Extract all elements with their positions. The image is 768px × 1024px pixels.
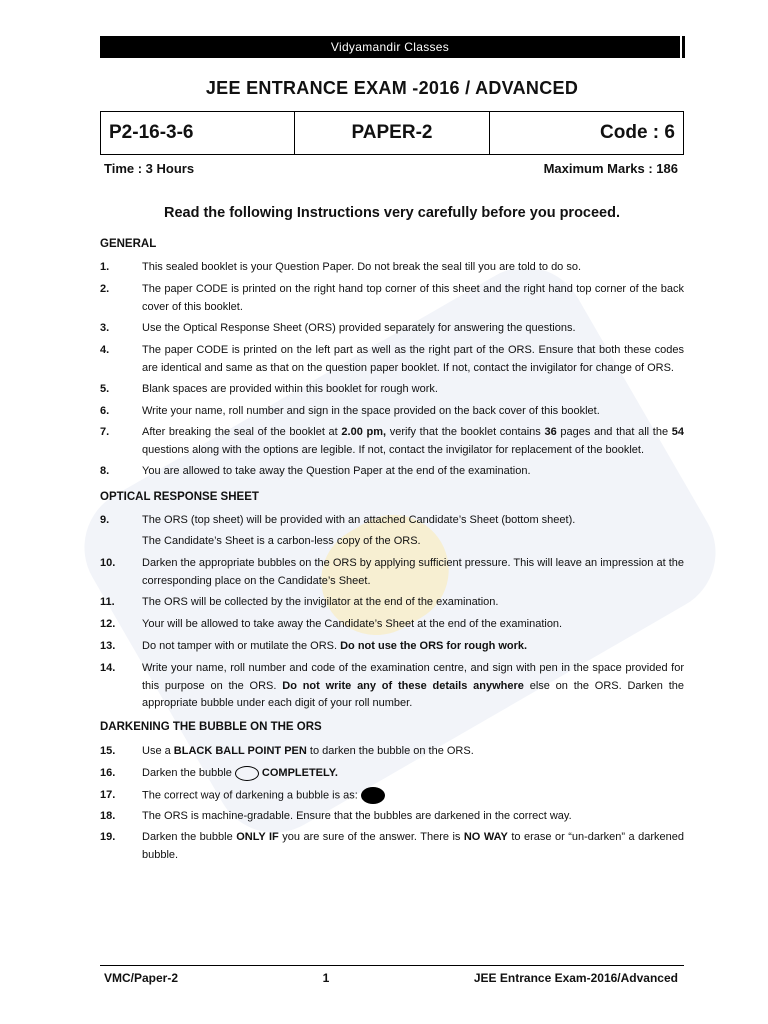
instructions-heading: Read the following Instructions very carefully before you proceed. bbox=[163, 205, 621, 221]
item-number: 18. bbox=[100, 810, 116, 822]
instruction-item bbox=[100, 463, 684, 481]
paper-name: PAPER-2 bbox=[295, 112, 489, 154]
instruction-item bbox=[100, 829, 684, 864]
instruction-item bbox=[100, 259, 684, 277]
item-text: You are allowed to take away the Question Paper at the end of the examination. bbox=[142, 465, 531, 477]
item-number: 1. bbox=[100, 261, 110, 273]
item-number: 13. bbox=[100, 640, 116, 652]
instruction-item bbox=[100, 381, 684, 399]
item-number: 7. bbox=[100, 426, 110, 438]
item-number: 9. bbox=[100, 514, 110, 526]
instruction-item bbox=[100, 787, 684, 805]
instruction-item bbox=[100, 320, 684, 338]
instruction-item bbox=[100, 533, 684, 551]
instruction-item bbox=[100, 281, 684, 316]
item-text: The ORS will be collected by the invigilator at the end of the examination. bbox=[142, 596, 499, 608]
item-number: 19. bbox=[100, 831, 116, 843]
item-text: The ORS is machine-gradable. Ensure that the bubbles are darkened in the correct way. bbox=[142, 810, 572, 822]
instruction-item bbox=[100, 424, 684, 459]
item-text: Write your name, roll number and sign in the space provided on the back cover of this booklet. bbox=[142, 405, 600, 417]
instruction-item bbox=[100, 765, 684, 783]
instruction-item bbox=[100, 594, 684, 612]
item-text: This sealed booklet is your Question Paper. Do not break the seal till you are told to do so. bbox=[142, 261, 582, 273]
section-general: GENERAL bbox=[100, 238, 157, 250]
instruction-item bbox=[100, 660, 684, 713]
item-number: 6. bbox=[100, 405, 110, 417]
item-text: Blank spaces are provided within this booklet for rough work. bbox=[142, 383, 438, 395]
item-number: 4. bbox=[100, 344, 110, 356]
item-text: After breaking the seal of the booklet at 2.00 pm, verify that the booklet contains 36 pages and that all the 54 questions along with the options are legible. If not, contact the invigilator for replacement of the booklet. bbox=[142, 426, 684, 456]
time-label: Time : 3 Hours bbox=[104, 161, 195, 176]
instruction-item bbox=[100, 342, 684, 377]
page-number: 1 bbox=[322, 971, 330, 985]
item-number: 11. bbox=[100, 596, 115, 608]
item-text: Use a BLACK BALL POINT PEN to darken the bubble on the ORS. bbox=[142, 745, 474, 757]
paper-code: Code : 6 bbox=[600, 122, 675, 143]
item-text: The Candidate’s Sheet is a carbon-less copy of the ORS. bbox=[142, 535, 421, 547]
item-text: Write your name, roll number and code of the examination centre, and sign with pen in the space provided for this purpose on the ORS. Do not write any of these details anywhere else on the ORS. Darken the appropriate bubble under each digit of your roll number. bbox=[142, 662, 685, 709]
item-number: 16. bbox=[100, 767, 116, 779]
section-ors: OPTICAL RESPONSE SHEET bbox=[100, 491, 259, 503]
item-text: Do not tamper with or mutilate the ORS. Do not use the ORS for rough work. bbox=[142, 640, 528, 652]
page-footer bbox=[104, 971, 678, 985]
item-text: The correct way of darkening a bubble is as: bbox=[142, 787, 684, 805]
item-text: Your will be allowed to take away the Candidate’s Sheet at the end of the examination. bbox=[142, 618, 563, 630]
instruction-item bbox=[100, 638, 684, 656]
instruction-item bbox=[100, 616, 684, 634]
item-text: The paper CODE is printed on the right hand top corner of this sheet and the right hand top corner of the back cover of this booklet. bbox=[142, 283, 684, 313]
institute-header: Vidyamandir Classes bbox=[100, 36, 680, 58]
footer-right: JEE Entrance Exam-2016/Advanced bbox=[473, 971, 678, 985]
item-text: Darken the bubble COMPLETELY. bbox=[142, 767, 338, 779]
section-darkening: DARKENING THE BUBBLE ON THE ORS bbox=[100, 721, 322, 733]
item-text: Use the Optical Response Sheet (ORS) provided separately for answering the questions. bbox=[142, 322, 576, 334]
item-text: Darken the bubble ONLY IF you are sure of the answer. There is NO WAY to erase or “un-darken” a darkened bubble. bbox=[142, 831, 684, 861]
item-text: The ORS (top sheet) will be provided with an attached Candidate’s Sheet (bottom sheet). bbox=[142, 514, 576, 526]
item-number: 3. bbox=[100, 322, 110, 334]
paper-code-box bbox=[100, 111, 684, 155]
instruction-item bbox=[100, 743, 684, 761]
item-number: 17. bbox=[100, 789, 116, 801]
filled-bubble-icon bbox=[361, 787, 385, 804]
footer-divider bbox=[100, 965, 684, 966]
empty-bubble-icon bbox=[235, 766, 259, 781]
exam-meta bbox=[104, 161, 678, 176]
item-text: The paper CODE is printed on the left part as well as the right part of the ORS. Ensure that both these codes are identical and same as that on the question paper booklet. If not, contact the invigilator for change of ORS. bbox=[142, 344, 684, 374]
header-divider bbox=[682, 36, 685, 58]
item-number: 14. bbox=[100, 662, 116, 674]
footer-left: VMC/Paper-2 bbox=[104, 971, 179, 985]
instruction-item bbox=[100, 808, 684, 826]
item-text: Darken the appropriate bubbles on the ORS by applying sufficient pressure. This will leave an impression at the corresponding place on the Candidate’s Sheet. bbox=[142, 557, 684, 587]
item-number: 15. bbox=[100, 745, 116, 757]
instruction-item bbox=[100, 403, 684, 421]
instruction-item bbox=[100, 555, 684, 590]
instruction-item bbox=[100, 512, 684, 530]
item-number: 10. bbox=[100, 557, 116, 569]
paper-id: P2-16-3-6 bbox=[101, 112, 295, 154]
item-number: 5. bbox=[100, 383, 110, 395]
exam-title: JEE ENTRANCE EXAM -2016 / ADVANCED bbox=[205, 78, 579, 98]
item-number: 8. bbox=[100, 465, 110, 477]
item-number: 12. bbox=[100, 618, 116, 630]
max-marks-label: Maximum Marks : 186 bbox=[543, 161, 678, 176]
item-number: 2. bbox=[100, 283, 110, 295]
